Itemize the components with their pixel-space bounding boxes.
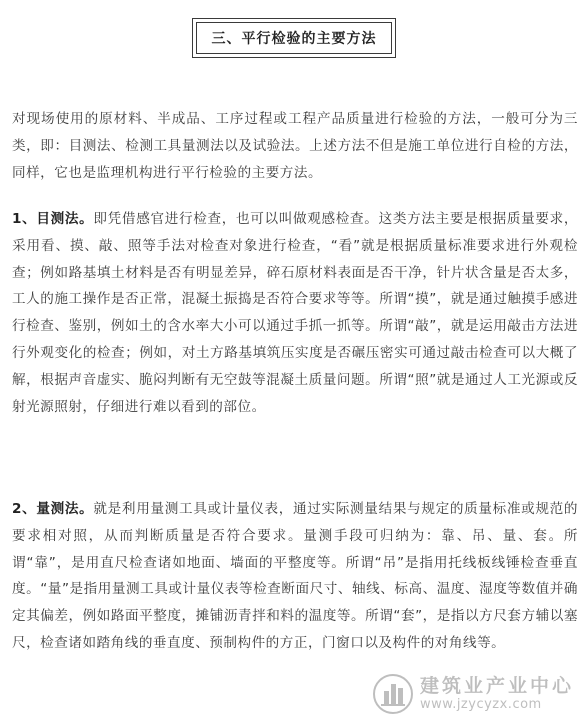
intro-paragraph: 对现场使用的原材料、半成品、工序过程或工程产品质量进行检验的方法，一般可分为三类，即：目测法、检测工具量测法以及试验法。上述方法不但是施工单位进行自检的方法，同样，它也是监理机构进行平行检验的主要方法。 [12, 111, 578, 181]
watermark [372, 673, 574, 715]
method-paragraph-visual [12, 206, 578, 420]
section-title-frame [192, 18, 396, 58]
method-heading: 1、目测法。 [12, 211, 94, 227]
watermark-url: www.jzycyzx.com [419, 697, 542, 712]
method-body: 即凭借感官进行检查，也可以叫做观感检查。这类方法主要是根据质量要求，采用看、摸、敲、照等手法对检查对象进行检查，“看”就是根据质量标准要求进行外观检查；例如路基填土材料是否有明显差异，碎石原材料表面是否干净，针片状含量是否太多，工人的施工操作是否正常，混凝土振捣是否符合要求等等。所谓“摸”，就是通过触摸手感进行检查、鉴别，例如土的含水率大小可以通过手抓一抓等。所谓“敲”，就是运用敲击方法进行外观变化的检查；例如，对土方路基填筑压实度是否碾压密实可通过敲击检查可以大概了解，根据声音虚实、脆闷判断有无空鼓等混凝土质量问题。所谓“照”就是通过人工光源或反射光源照射，仔细进行难以看到的部位。 [12, 211, 579, 415]
method-paragraph-measure [12, 496, 578, 657]
method-body: 就是利用量测工具或计量仪表，通过实际测量结果与规定的质量标准或规范的要求相对照，从而判断质量是否符合要求。量测手段可归纳为：靠、吊、量、套。所谓“靠”，是用直尺检查诸如地面、墙面的平整度等。所谓“吊”是指用托线板线锤检查垂直度。“量”是指用量测工具或计量仪表等检查断面尺寸、轴线、标高、温度、湿度等数值并确定其偏差，例如路面平整度，摊铺沥青拌和料的温度等。所谓“套”，是指以方尺套方辅以塞尺，检查诸如踏角线的垂直度、预制构件的方正，门窗口以及构件的对角线等。 [12, 501, 579, 651]
building-logo-icon [372, 673, 414, 715]
watermark-title: 建筑业产业中心 [419, 675, 574, 697]
method-heading: 2、量测法。 [12, 501, 94, 517]
section-title: 三、平行检验的主要方法 [196, 22, 392, 54]
